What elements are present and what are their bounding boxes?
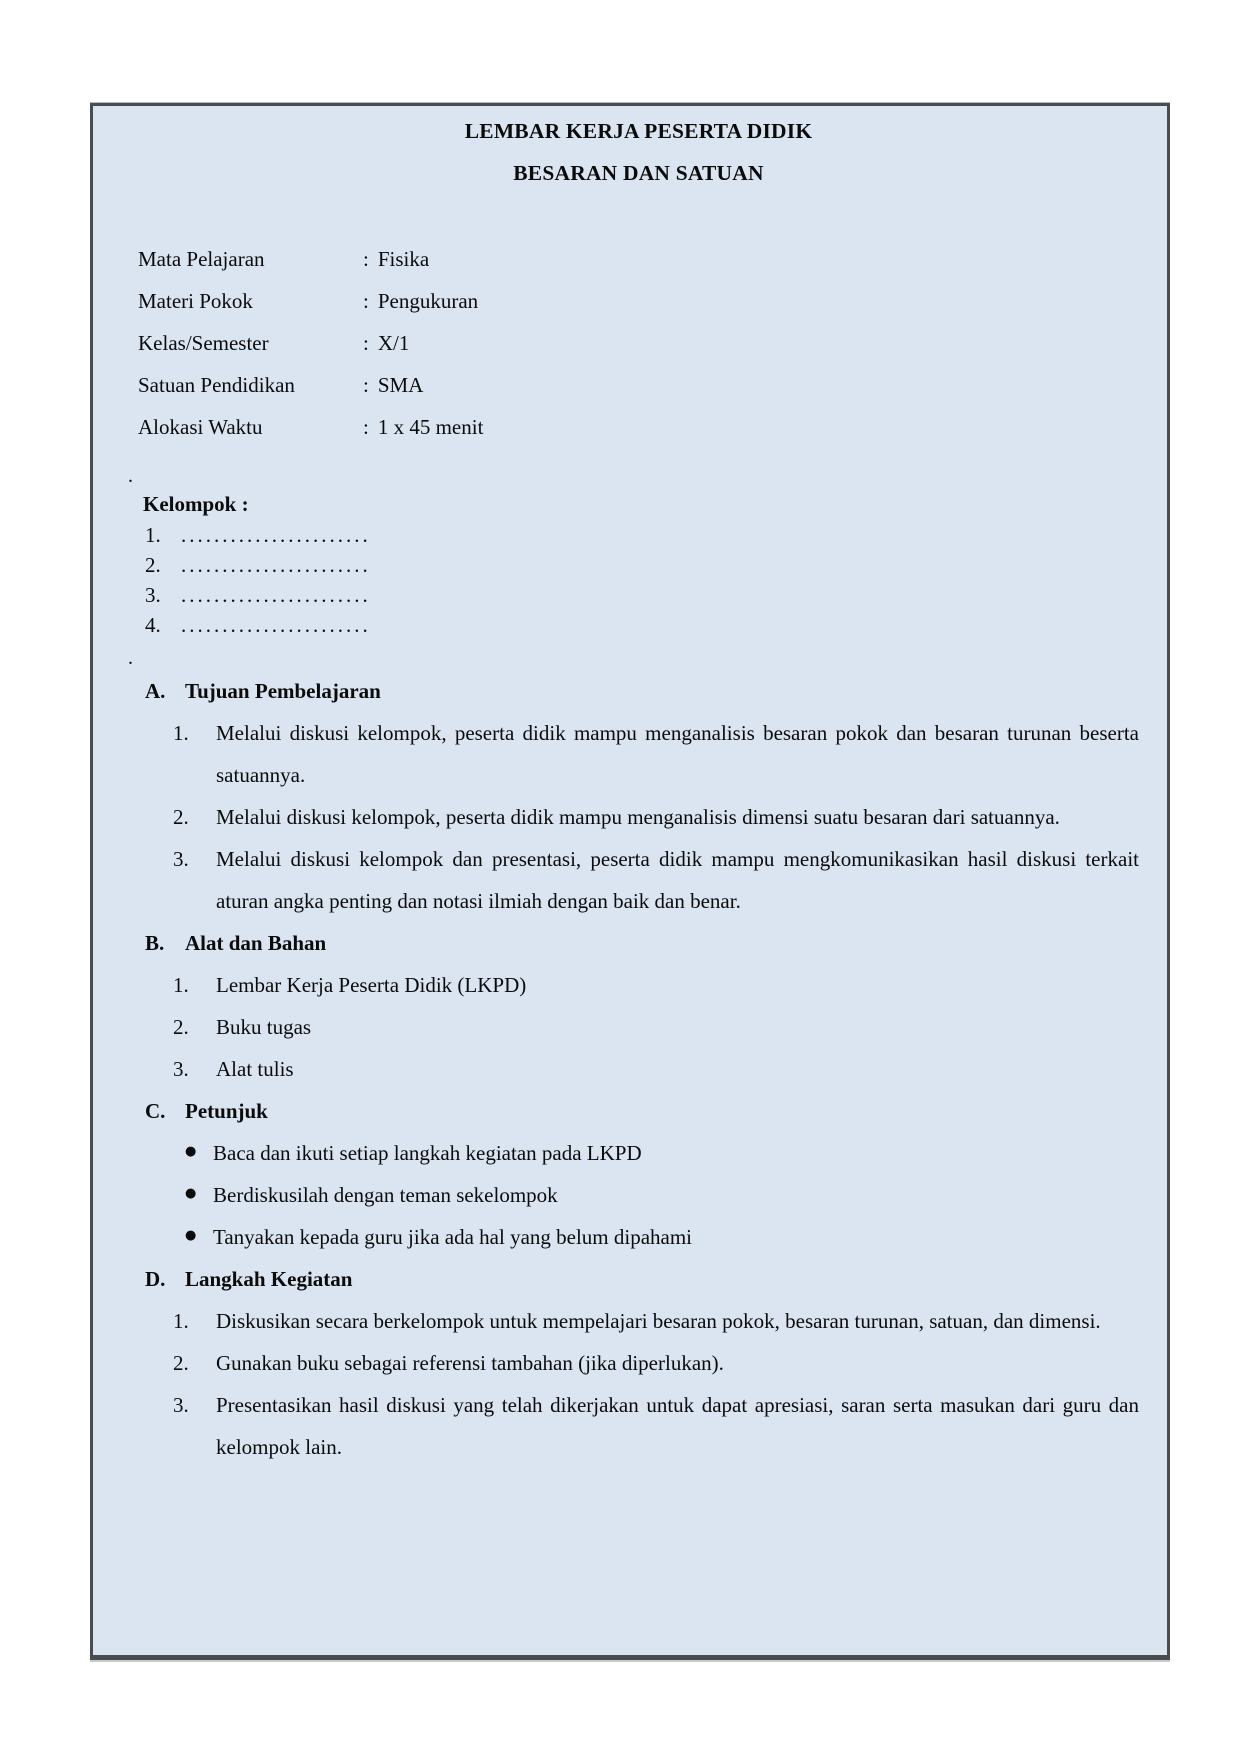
bulleted-item [185, 1216, 1139, 1258]
numbered-item [173, 1048, 1139, 1090]
group-member-line [145, 550, 1139, 580]
metadata-row-class [138, 322, 1139, 364]
metadata-label: Kelas/Semester [138, 331, 269, 355]
bulleted-item [185, 1132, 1139, 1174]
metadata-row-time-allocation [138, 406, 1139, 448]
stray-period-mark: . [128, 647, 133, 669]
metadata-label: Mata Pelajaran [138, 247, 265, 271]
item-number: 3. [173, 1057, 189, 1081]
metadata-label: Alokasi Waktu [138, 415, 263, 439]
metadata-block [138, 238, 1139, 448]
section-title: Langkah Kegiatan [185, 1267, 353, 1291]
bullet-icon: ● [185, 1144, 197, 1159]
item-text: Buku tugas [216, 1015, 312, 1039]
item-number: 2. [173, 1351, 189, 1375]
section-letter: C. [145, 1099, 166, 1123]
item-number: 1. [173, 1309, 189, 1333]
numbered-item [173, 838, 1139, 922]
section-letter: B. [145, 931, 165, 955]
item-text: Diskusikan secara berkelompok untuk mempelajari besaran pokok, besaran turunan, satuan, dan dimensi. [216, 1309, 1101, 1333]
item-text: Melalui diskusi kelompok, peserta didik mampu menganalisis besaran pokok dan besaran turunan beserta satuannya. [216, 721, 1139, 787]
section-title: Petunjuk [185, 1099, 268, 1123]
group-member-line [145, 610, 1139, 640]
worksheet-content [93, 106, 1167, 1468]
section-heading [145, 922, 1139, 964]
numbered-item [173, 1342, 1139, 1384]
group-member-number: 1. [145, 523, 161, 547]
numbered-item [173, 1384, 1139, 1468]
metadata-row-topic [138, 280, 1139, 322]
section-heading [145, 670, 1139, 712]
group-member-blank-line: ....................... [181, 613, 371, 637]
group-member-number: 2. [145, 553, 161, 577]
section-langkah-kegiatan [138, 1258, 1139, 1468]
item-text: Gunakan buku sebagai referensi tambahan (jika diperlukan). [216, 1351, 724, 1375]
group-member-blank-line: ....................... [181, 583, 371, 607]
item-text: Baca dan ikuti setiap langkah kegiatan pada LKPD [213, 1141, 642, 1165]
item-number: 2. [173, 1015, 189, 1039]
metadata-separator: : [363, 247, 369, 271]
group-member-blank-line: ....................... [181, 553, 371, 577]
group-member-number: 3. [145, 583, 161, 607]
metadata-separator: : [363, 289, 369, 313]
metadata-value: Pengukuran [377, 289, 479, 313]
item-number: 3. [173, 1393, 189, 1417]
section-title: Alat dan Bahan [185, 931, 327, 955]
item-text: Melalui diskusi kelompok, peserta didik mampu menganalisis dimensi suatu besaran dari satuannya. [216, 805, 1060, 829]
item-text: Presentasikan hasil diskusi yang telah dikerjakan untuk dapat apresiasi, saran serta masukan dari guru dan kelompok lain. [216, 1393, 1139, 1459]
metadata-separator: : [363, 331, 369, 355]
numbered-item [173, 964, 1139, 1006]
group-member-line [145, 580, 1139, 610]
section-title: Tujuan Pembelajaran [185, 679, 381, 703]
numbered-item [173, 712, 1139, 796]
metadata-separator: : [363, 415, 369, 439]
bullet-icon: ● [185, 1186, 197, 1201]
section-tujuan-pembelajaran [138, 670, 1139, 922]
metadata-separator: : [363, 373, 369, 397]
metadata-value: SMA [377, 373, 424, 397]
item-number: 1. [173, 721, 189, 745]
metadata-label: Materi Pokok [138, 289, 253, 313]
item-number: 1. [173, 973, 189, 997]
metadata-label: Satuan Pendidikan [138, 373, 295, 397]
group-member-blank-line: ....................... [181, 523, 371, 547]
item-number: 2. [173, 805, 189, 829]
stray-period-mark: . [128, 465, 133, 487]
item-text: Lembar Kerja Peserta Didik (LKPD) [216, 973, 527, 997]
group-member-number: 4. [145, 613, 161, 637]
document-title-line-1: LEMBAR KERJA PESERTA DIDIK [464, 119, 813, 143]
section-heading [145, 1258, 1139, 1300]
metadata-value: X/1 [377, 331, 410, 355]
numbered-item [173, 1006, 1139, 1048]
item-text: Tanyakan kepada guru jika ada hal yang belum dipahami [213, 1225, 693, 1249]
document-title-line-2: BESARAN DAN SATUAN [513, 161, 764, 185]
worksheet-panel [90, 103, 1170, 1660]
bulleted-item [185, 1174, 1139, 1216]
metadata-row-subject [138, 238, 1139, 280]
metadata-value: Fisika [377, 247, 430, 271]
section-letter: D. [145, 1267, 166, 1291]
group-member-line [145, 520, 1139, 550]
metadata-value: 1 x 45 menit [377, 415, 484, 439]
section-petunjuk [138, 1090, 1139, 1258]
section-alat-dan-bahan [138, 922, 1139, 1090]
item-text: Berdiskusilah dengan teman sekelompok [213, 1183, 558, 1207]
section-heading [145, 1090, 1139, 1132]
numbered-item [173, 1300, 1139, 1342]
bullet-icon: ● [185, 1228, 197, 1243]
item-number: 3. [173, 847, 189, 871]
metadata-row-school-level [138, 364, 1139, 406]
item-text: Alat tulis [216, 1057, 294, 1081]
section-letter: A. [145, 679, 166, 703]
numbered-item [173, 796, 1139, 838]
item-text: Melalui diskusi kelompok dan presentasi, peserta didik mampu mengkomunikasikan hasil diskusi terkait aturan angka penting dan notasi ilmiah dengan baik dan benar. [216, 847, 1139, 913]
group-members-heading: Kelompok : [143, 492, 249, 516]
